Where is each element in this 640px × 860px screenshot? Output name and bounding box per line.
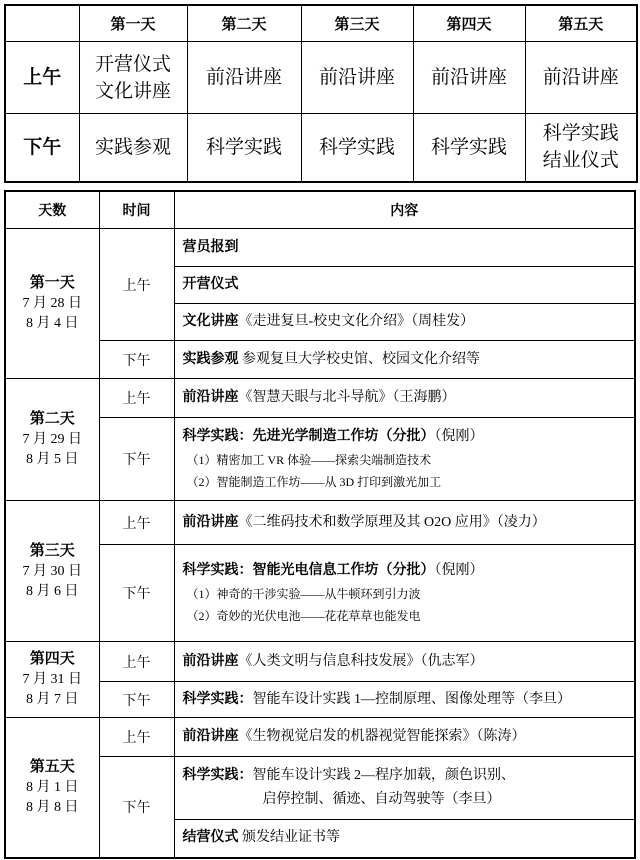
- overview-cell: 实践参观: [79, 114, 187, 182]
- item-text: 智能车设计实践 1—控制原理、图像处理等（李旦）: [252, 691, 571, 707]
- item-subline: （2）奇妙的光伏电池——花花草草也能发电: [186, 609, 421, 623]
- table-row: [5, 418, 635, 501]
- day-cell: [5, 379, 99, 501]
- overview-cell: 前沿讲座: [301, 42, 413, 114]
- item-title: 科学实践：: [182, 768, 253, 783]
- item-title: 科学实践：: [182, 691, 253, 707]
- overview-header-day: 第一天: [79, 5, 187, 42]
- overview-cell: [79, 42, 187, 114]
- table-row: [5, 682, 635, 718]
- day-cell: [5, 229, 99, 379]
- day-cell: [5, 642, 99, 718]
- day-name: 第五天: [29, 758, 75, 775]
- cell-line: 开营仪式: [94, 53, 171, 75]
- item-text: 《二维码技术和数学原理及其 O2O 应用》（凌力）: [238, 514, 546, 530]
- table-row: [5, 642, 635, 682]
- day-name: 第二天: [29, 411, 75, 427]
- time-cell: 下午: [99, 341, 174, 379]
- item-text: 智能车设计实践 2—程序加载，颜色识别、: [252, 768, 515, 783]
- day-cell: [5, 718, 99, 858]
- day-date: 7 月 28 日: [22, 296, 82, 311]
- item-title: 营员报到: [182, 239, 239, 255]
- time-cell: 上午: [99, 642, 174, 682]
- row-label: 下午: [5, 114, 79, 182]
- day-date: 8 月 7 日: [26, 692, 79, 707]
- day-name: 第一天: [29, 275, 75, 291]
- table-row: [5, 718, 635, 757]
- table-row: [5, 341, 635, 379]
- overview-cell: 科学实践: [413, 114, 525, 182]
- schedule-header-row: [5, 191, 635, 229]
- item-title: 实践参观: [182, 351, 239, 367]
- item-subline: （1）神奇的干涉实验——从牛顿环到引力波: [186, 587, 421, 601]
- overview-header-day: 第三天: [301, 5, 413, 42]
- day-date: 8 月 6 日: [26, 583, 79, 599]
- content-cell: [174, 418, 635, 501]
- table-row: [5, 545, 635, 642]
- time-cell: 上午: [99, 379, 174, 418]
- header-content: 内容: [174, 191, 635, 229]
- item-title: 文化讲座: [182, 314, 239, 329]
- item-text: 颁发结业证书等: [238, 830, 340, 846]
- content-cell: [174, 718, 635, 757]
- overview-header-day: 第四天: [413, 5, 525, 42]
- content-cell: [174, 304, 635, 341]
- time-cell: 下午: [99, 757, 174, 858]
- time-cell: 上午: [99, 229, 174, 341]
- content-cell: [174, 229, 635, 267]
- content-cell: [174, 682, 635, 718]
- item-subline: （2）智能制造工作坊——从 3D 打印到激光加工: [186, 475, 442, 489]
- content-cell: [174, 820, 635, 858]
- cell-line: 结业仪式: [542, 150, 619, 172]
- overview-header-day: 第二天: [187, 5, 301, 42]
- day-date: 7 月 30 日: [22, 563, 82, 579]
- time-cell: 上午: [99, 501, 174, 545]
- item-title: 前沿讲座: [182, 514, 239, 530]
- day-date: 7 月 29 日: [22, 432, 82, 447]
- item-title: 前沿讲座: [182, 390, 239, 405]
- overview-header-day: 第五天: [525, 5, 637, 42]
- item-title: 结营仪式: [182, 830, 239, 846]
- overview-header-row: [5, 5, 637, 42]
- time-cell: 下午: [99, 682, 174, 718]
- day-name: 第四天: [29, 651, 75, 667]
- item-text: （倪刚）: [434, 563, 484, 578]
- content-cell: [174, 501, 635, 545]
- table-row: [5, 501, 635, 545]
- item-text: 《生物视觉启发的机器视觉智能探索》（陈涛）: [238, 729, 526, 744]
- overview-row-morning: [5, 42, 637, 114]
- cell-line: 科学实践: [542, 123, 619, 145]
- row-label: 上午: [5, 42, 79, 114]
- day-cell: [5, 501, 99, 642]
- time-cell: 下午: [99, 418, 174, 501]
- overview-table: [4, 4, 638, 183]
- item-title: 开营仪式: [182, 277, 239, 292]
- table-row: [5, 229, 635, 267]
- time-cell: 上午: [99, 718, 174, 757]
- item-text: 参观复旦大学校史馆、校园文化介绍等: [238, 351, 480, 367]
- content-cell: [174, 757, 635, 820]
- day-date: 8 月 4 日: [26, 316, 79, 331]
- overview-cell: 前沿讲座: [525, 42, 637, 114]
- item-text: 《走进复旦-校史文化介绍》（周桂发）: [238, 314, 475, 329]
- schedule-table: [4, 190, 636, 859]
- item-title: 前沿讲座: [182, 653, 239, 669]
- time-cell: 下午: [99, 545, 174, 642]
- overview-cell: 科学实践: [301, 114, 413, 182]
- table-row: [5, 379, 635, 418]
- overview-header-corner: [5, 5, 79, 42]
- item-title: 前沿讲座: [182, 729, 239, 744]
- day-date: 8 月 5 日: [26, 452, 79, 467]
- content-cell: [174, 642, 635, 682]
- overview-row-afternoon: [5, 114, 637, 182]
- item-text: 《人类文明与信息科技发展》（仇志军）: [238, 653, 484, 669]
- day-date: 8 月 1 日: [26, 779, 79, 795]
- overview-cell: [525, 114, 637, 182]
- overview-cell: 前沿讲座: [187, 42, 301, 114]
- header-days: 天数: [5, 191, 99, 229]
- item-title: 科学实践：智能光电信息工作坊（分批）: [182, 563, 435, 578]
- item-subline: （1）精密加工 VR 体验——探索尖端制造技术: [186, 453, 432, 467]
- overview-cell: 科学实践: [187, 114, 301, 182]
- cell-line: 文化讲座: [94, 80, 171, 102]
- content-cell: [174, 379, 635, 418]
- day-date: 7 月 31 日: [22, 672, 82, 687]
- table-row: [5, 757, 635, 820]
- content-cell: [174, 341, 635, 379]
- day-name: 第三天: [29, 542, 75, 559]
- header-time: 时间: [99, 191, 174, 229]
- content-cell: [174, 545, 635, 642]
- day-date: 8 月 8 日: [26, 799, 79, 815]
- content-cell: [174, 267, 635, 304]
- item-text: 《智慧天眼与北斗导航》（王海鹏）: [238, 390, 456, 405]
- item-text: （倪刚）: [434, 429, 484, 444]
- overview-cell: 前沿讲座: [413, 42, 525, 114]
- item-text-continued: 启停控制、循迹、自动驾驶等（李旦）: [262, 792, 501, 807]
- item-title: 科学实践：先进光学制造工作坊（分批）: [182, 429, 435, 444]
